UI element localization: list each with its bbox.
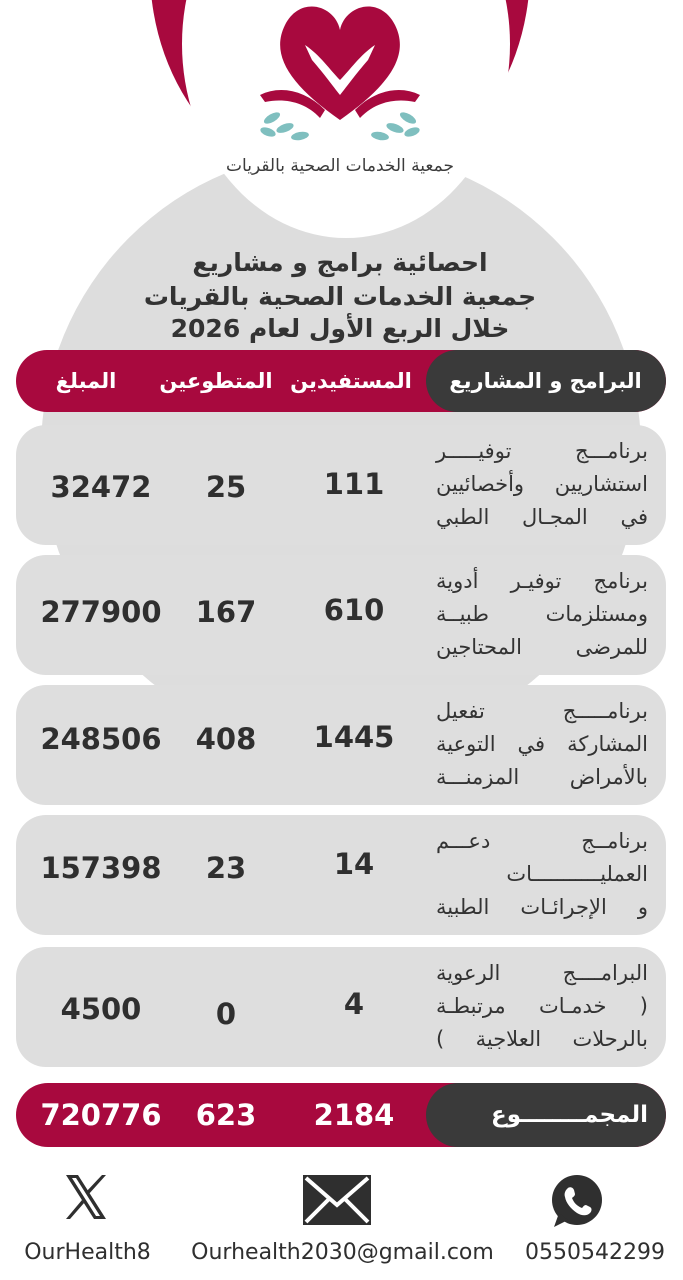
table-header <box>16 350 666 412</box>
email-link[interactable]: Ourhealth2030@gmail.com <box>191 1240 494 1265</box>
total-row <box>16 1083 666 1147</box>
program-name: برنامج توفيـر أدوية ومستلزمات طبيــة للمرضى المحتاجين <box>436 569 648 659</box>
amount-value: 157398 <box>40 851 162 885</box>
page-title-line1: احصائية برامج و مشاريع <box>192 248 488 277</box>
table-row <box>16 947 666 1067</box>
page-title-line2: جمعية الخدمات الصحية بالقريات <box>143 282 537 311</box>
amount-value: 4500 <box>60 992 142 1026</box>
table-row <box>16 555 666 675</box>
program-name: برنامــج دعـــم العمليـــــــــــات و الإجرائـات الطبية <box>436 829 648 919</box>
page-title-line3: خلال الربع الأول لعام 2026 <box>170 314 510 343</box>
whatsapp-icon[interactable] <box>548 1173 604 1229</box>
table-row <box>16 685 666 805</box>
volunteers-value: 25 <box>205 470 247 504</box>
program-name: برنامـــــج تفعيل المشاركة في التوعية بالأمراض المزمنـــة <box>436 699 648 789</box>
logo-caption: جمعية الخدمات الصحية بالقريات <box>226 156 454 176</box>
amount-value: 248506 <box>40 722 162 756</box>
amount-value: 277900 <box>40 595 162 629</box>
x-handle[interactable]: OurHealth8 <box>24 1240 151 1265</box>
header-amount: المبلغ <box>55 369 117 393</box>
beneficiaries-value: 1445 <box>313 720 395 754</box>
beneficiaries-value: 4 <box>343 987 365 1021</box>
total-amount: 720776 <box>40 1098 162 1132</box>
x-logo-icon[interactable] <box>62 1173 110 1221</box>
table-row <box>16 425 666 545</box>
program-name: البرامــــج الرعوية ( خدمـات مرتبطـة بالرحلات العلاجية ) <box>436 961 648 1051</box>
beneficiaries-value: 14 <box>333 847 375 881</box>
header-programs: البرامج و المشاريع <box>449 369 642 393</box>
program-name: برنامـــج توفيـــــر استشاريين وأخصائيين في المجـال الطبي <box>436 439 648 529</box>
table-row <box>16 815 666 935</box>
mail-icon[interactable] <box>303 1175 371 1225</box>
beneficiaries-value: 610 <box>323 593 385 627</box>
volunteers-value: 23 <box>205 851 247 885</box>
header-beneficiaries: المستفيدين <box>290 369 412 393</box>
volunteers-value: 167 <box>195 595 257 629</box>
amount-value: 32472 <box>50 470 152 504</box>
heart-hands-logo <box>250 0 430 160</box>
total-beneficiaries: 2184 <box>313 1098 395 1132</box>
phone-number[interactable]: 0550542299 <box>525 1240 665 1265</box>
volunteers-value: 408 <box>195 722 257 756</box>
header-volunteers: المتطوعين <box>159 369 273 393</box>
total-volunteers: 623 <box>195 1098 257 1132</box>
beneficiaries-value: 111 <box>323 467 385 501</box>
total-label: المجمــــــــوع <box>491 1102 648 1128</box>
volunteers-value: 0 <box>215 997 237 1031</box>
